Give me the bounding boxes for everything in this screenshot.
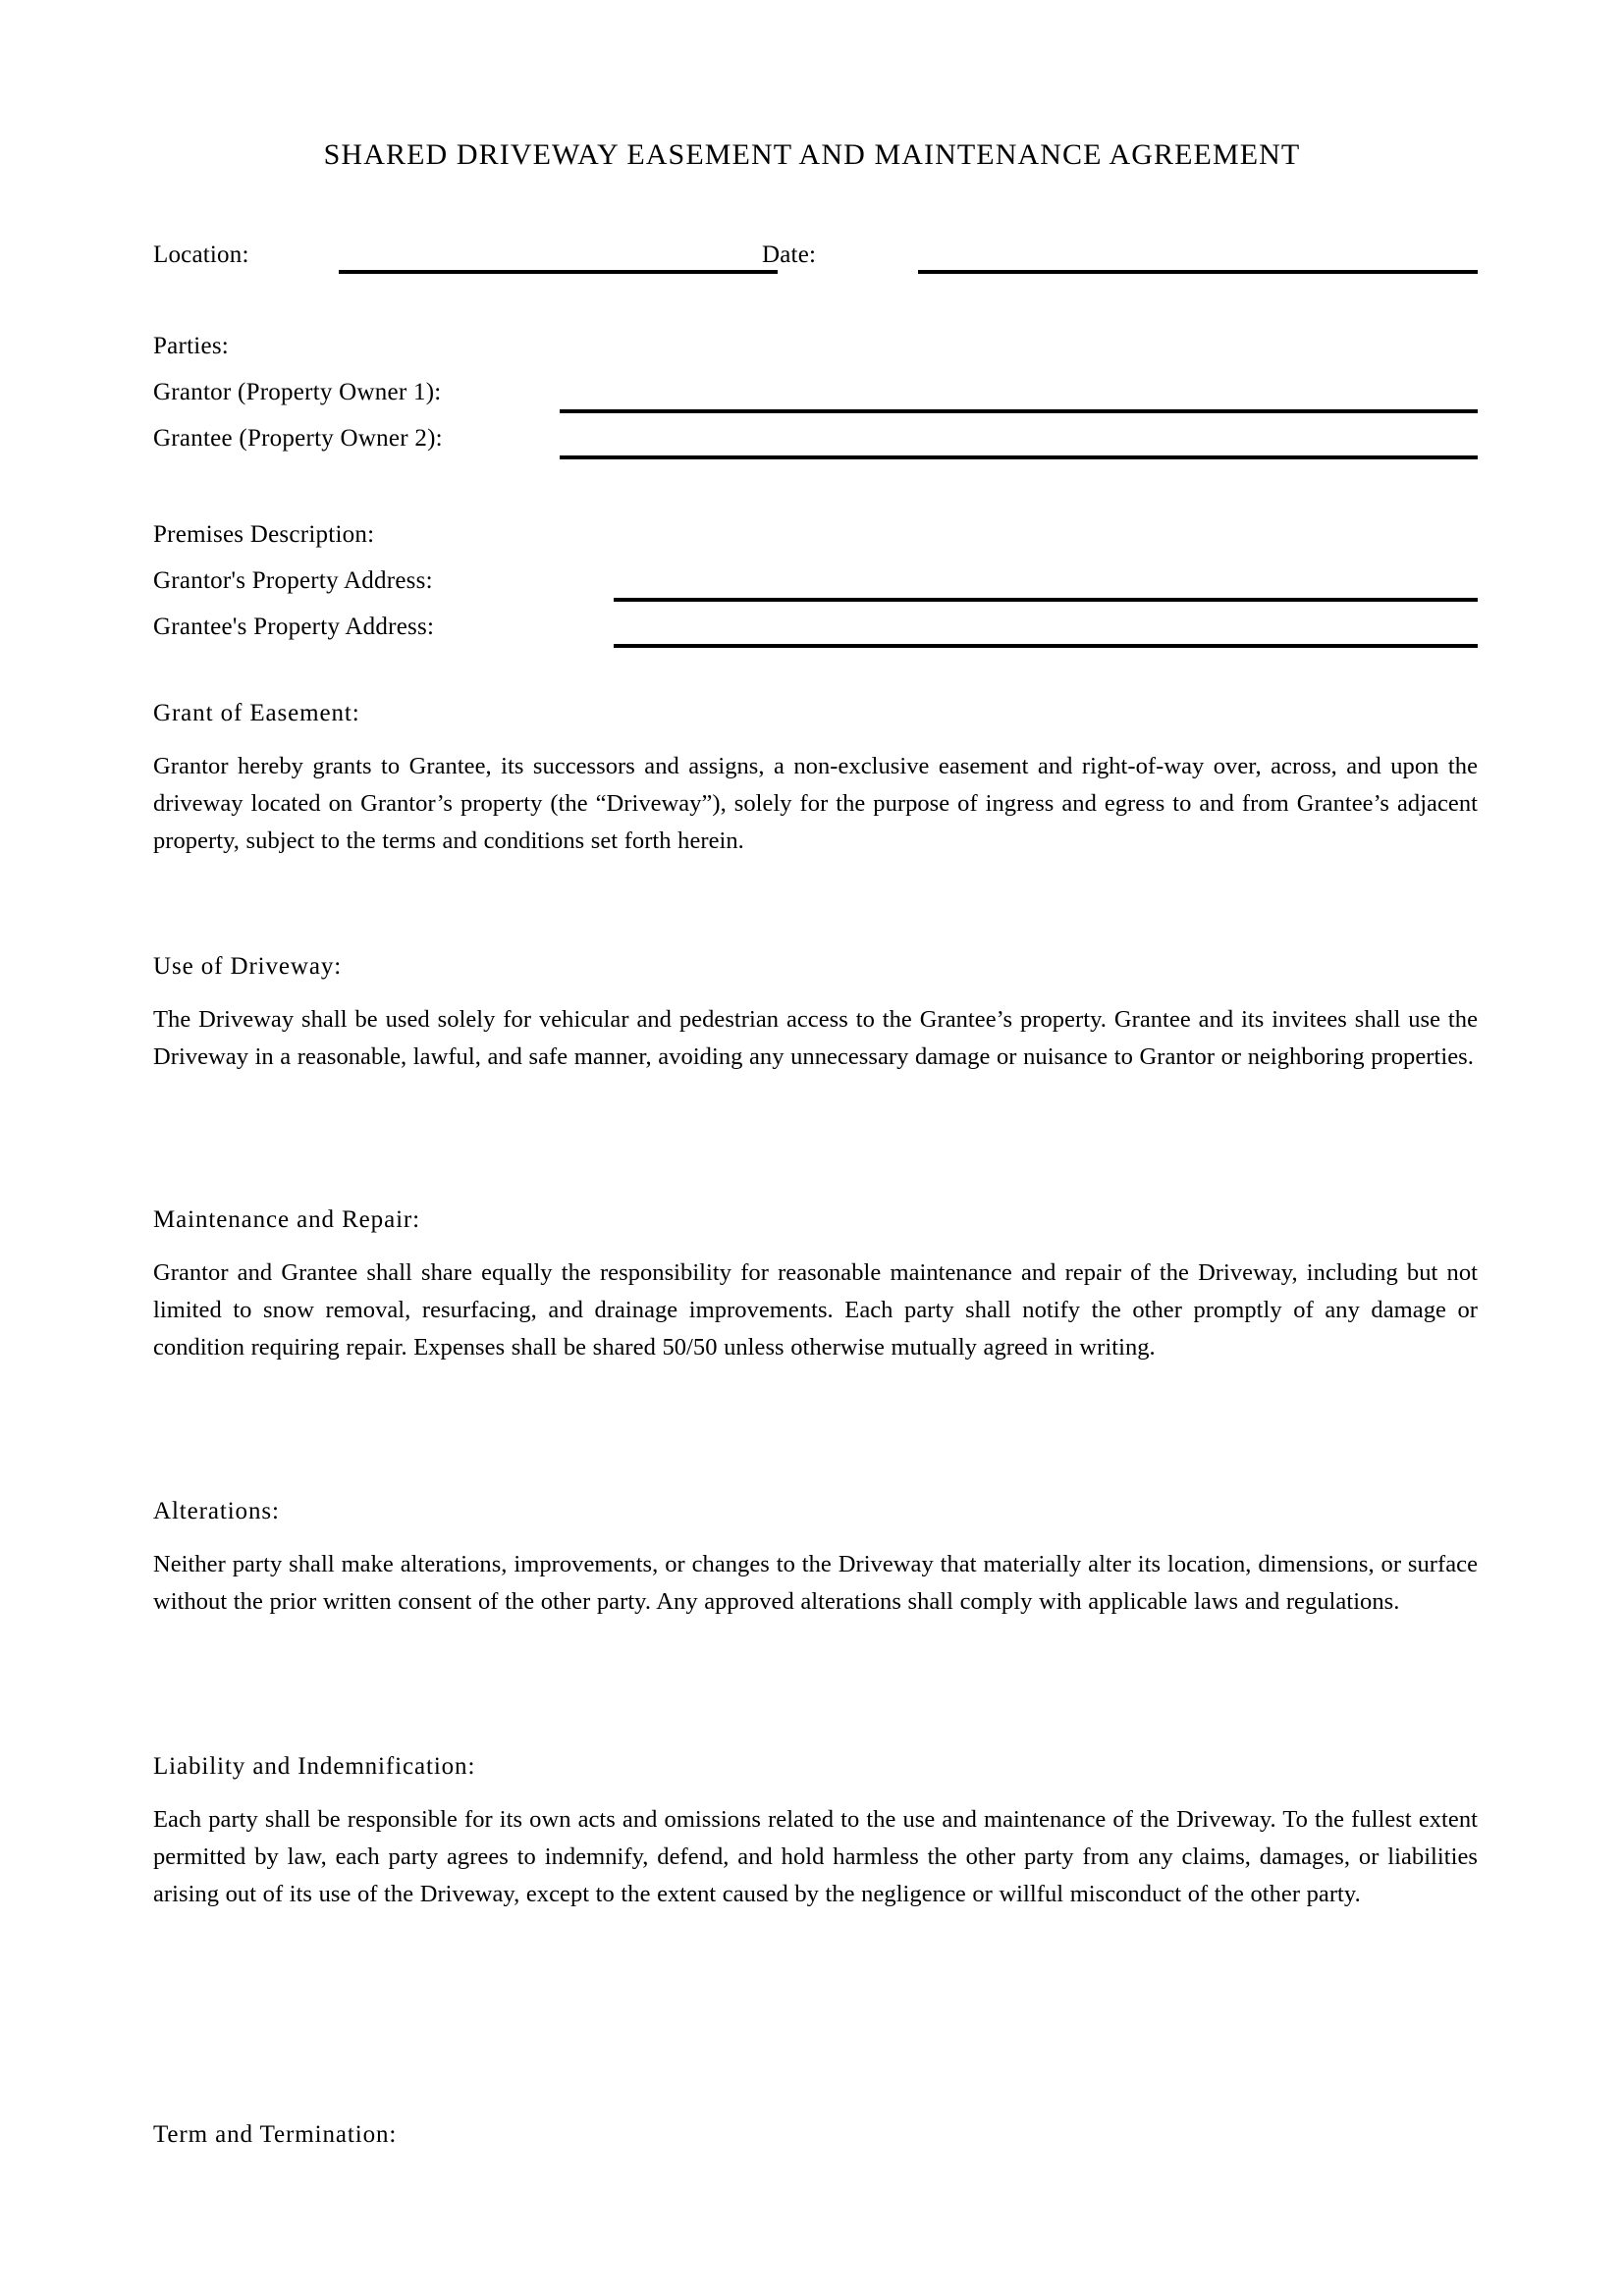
section-body: Each party shall be responsible for its own acts and omissions related to the use and maintenance of the Driveway. To the fullest extent permitted by law, each party agrees to indemnify, defend, and hold harmless the other party from any claims, damages, or liabilities arising out of its use of the Driveway, except to the extent caused by the negligence or willful misconduct of the other party. — [153, 1806, 1478, 1907]
parties-block — [153, 330, 1478, 452]
section-alterations — [153, 1495, 1478, 1621]
date-label: Date: — [762, 241, 817, 268]
grantor-label: Grantor (Property Owner 1): — [153, 379, 442, 405]
location-label: Location: — [153, 241, 249, 268]
section-heading: Term and Termination: — [153, 2121, 398, 2148]
section-heading: Alterations: — [153, 1498, 280, 1524]
section-term-and-termination — [153, 2118, 1478, 2169]
section-heading: Grant of Easement: — [153, 700, 360, 726]
premises-block — [153, 518, 1478, 640]
grantor-address-label: Grantor's Property Address: — [153, 567, 433, 594]
parties-heading: Parties: — [153, 333, 229, 359]
grantee-address-label: Grantee's Property Address: — [153, 614, 435, 640]
section-heading: Liability and Indemnification: — [153, 1753, 476, 1780]
section-body: Grantor and Grantee shall share equally the responsibility for reasonable maintenance and repair of the Driveway, including but not limited to snow removal, resurfacing, and drainage improvements. Each party shall notify the other promptly of any damage or condition requiring repair. Expenses shall be shared 50/50 unless otherwise mutually agreed in writing. — [153, 1259, 1478, 1361]
grantee-address-input-rule[interactable] — [614, 644, 1478, 648]
grantee-label: Grantee (Property Owner 2): — [153, 425, 443, 452]
section-liability-and-indemnification — [153, 1750, 1478, 1913]
section-body: Neither party shall make alterations, improvements, or changes to the Driveway that materially alter its location, dimensions, or surface without the prior written consent of the other party. Any approved alterations shall comply with applicable laws and regulations. — [153, 1551, 1478, 1615]
section-heading: Use of Driveway: — [153, 953, 343, 980]
location-input-rule[interactable] — [339, 270, 778, 274]
grantor-input-rule[interactable] — [560, 409, 1478, 413]
page-title: SHARED DRIVEWAY EASEMENT AND MAINTENANCE AGREEMENT — [323, 138, 1301, 172]
section-use-of-driveway — [153, 950, 1478, 1076]
grantor-address-input-rule[interactable] — [614, 598, 1478, 602]
section-body: Grantor hereby grants to Grantee, its successors and assigns, a non-exclusive easement and right-of-way over, across, and upon the driveway located on Grantor’s property (the “Driveway”), solely for the purpose of ingress and egress to and from Grantee’s adjacent property, subject to the terms and conditions set forth herein. — [153, 753, 1478, 854]
grantee-input-rule[interactable] — [560, 455, 1478, 459]
location-date-row — [153, 239, 1478, 278]
section-grant-of-easement — [153, 697, 1478, 860]
section-maintenance-and-repair — [153, 1203, 1478, 1366]
premises-heading: Premises Description: — [153, 521, 375, 548]
date-input-rule[interactable] — [918, 270, 1478, 274]
section-body: The Driveway shall be used solely for vehicular and pedestrian access to the Grantee’s property. Grantee and its invitees shall use the Driveway in a reasonable, lawful, and safe manner, avoiding any unnecessary damage or nuisance to Grantor or neighboring properties. — [153, 1006, 1478, 1070]
section-heading: Maintenance and Repair: — [153, 1206, 420, 1233]
